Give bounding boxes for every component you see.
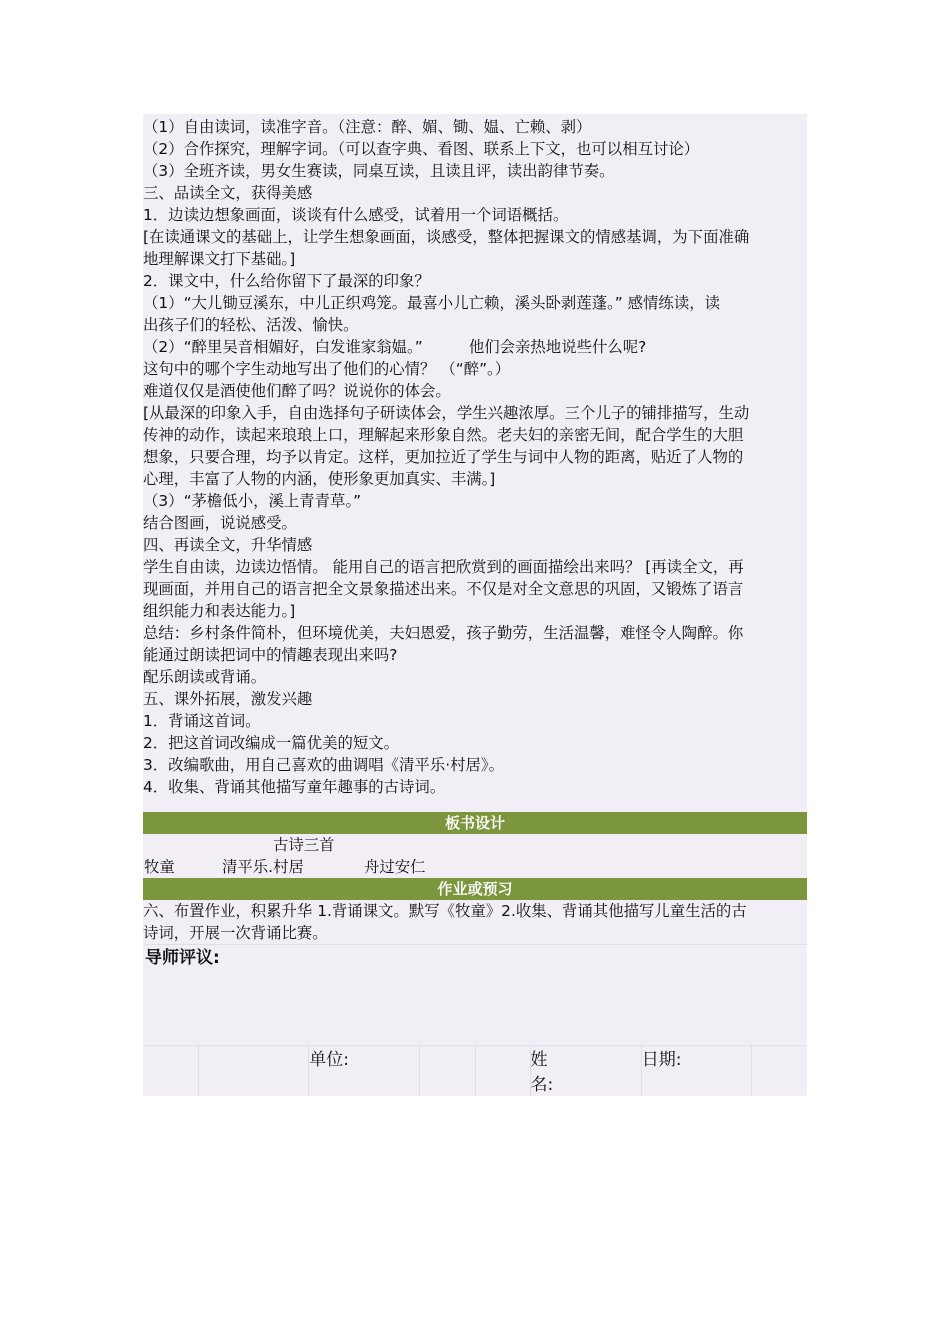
unit-cell [309,1046,420,1096]
content-line: （2）合作探究，理解字词。（可以查字典、看图、联系上下文，也可以相互讨论） [143,140,700,158]
name-cell [476,1046,554,1096]
content-line: （2）“醉里吴音相媚好，白发谁家翁媪。” 他们会亲热地说些什么呢? [143,338,647,356]
content-line: 想象，只要合理，均予以肯定。这样，更加拉近了学生与词中人物的距离，贴近了人物的 [143,448,744,466]
content-line: 2．把这首词改编成一篇优美的短文。 [143,734,400,752]
lesson-plan-sheet [143,114,807,1096]
content-line: （3）“茅檐低小，溪上青青草。” [143,492,362,510]
content-line: 配乐朗读或背诵。 [143,668,267,686]
signature-cell [752,1046,807,1096]
content-line: 1．背诵这首词。 [143,712,261,730]
board-design-header: 板书设计 [143,812,807,834]
signature-cell [199,1046,310,1096]
content-line: 心理，丰富了人物的内涵，使形象更加真实、丰满。] [143,470,496,488]
homework-line: 六、布置作业，积累升华 1.背诵课文。默写《牧童》2.收集、背诵其他描写儿童生活的古 [143,902,747,920]
content-line: （1）自由读词，读准字音。（注意：醉、媚、锄、媪、亡赖、剥） [143,118,592,136]
homework-section [143,900,807,944]
lesson-content [143,114,807,812]
content-line: 2．课文中，什么给你留下了最深的印象？ [143,272,430,290]
content-line: 3．改编歌曲，用自己喜欢的曲调唱《清平乐·村居》。 [143,756,504,774]
content-line: 总结：乡村条件简朴，但环境优美，夫妇恩爱，孩子勤劳，生活温馨，难怪令人陶醉。你 [143,624,744,642]
content-line: 出孩子们的轻松、活泼、愉快。 [143,316,359,334]
board-poem-3: 舟过安仁 [364,858,426,876]
content-line: （1）“大儿锄豆溪东，中儿正织鸡笼。最喜小儿亡赖，溪头卧剥莲蓬。” 感情练读，读 [143,294,720,312]
date-cell [642,1046,753,1096]
content-line: 五、课外拓展，激发兴趣 [143,690,313,708]
name-label-line-2: 名: [530,1075,554,1095]
content-line: 组织能力和表达能力。] [143,602,296,620]
signature-row [143,1045,807,1096]
content-line: 传神的动作，读起来琅琅上口，理解起来形象自然。老夫妇的亲密无间，配合学生的大胆 [143,426,744,444]
content-line: [在读通课文的基础上，让学生想象画面，谈感受，整体把握课文的情感基调，为下面准确 [143,228,750,246]
content-line: 现画面，并用自己的语言把全文景象描述出来。不仅是对全文意思的巩固，又锻炼了语言 [143,580,744,598]
content-line: 这句中的哪个字生动地写出了他们的心情？ （“醉”。） [143,360,511,378]
content-line: 三、品读全文，获得美感 [143,184,313,202]
unit-label: 单位: [309,1050,349,1070]
board-poem-2: 清平乐.村居 [222,858,304,876]
signature-cell [420,1046,476,1096]
board-title: 古诗三首 [273,836,335,854]
mentor-comment-box [143,944,807,1045]
content-line: 1．边读边想象画面，谈谈有什么感受，试着用一个词语概括。 [143,206,569,224]
homework-header: 作业或预习 [143,878,807,900]
name-label-line-1: 姓 [530,1050,548,1070]
content-line: 能通过朗读把词中的情趣表现出来吗? [143,646,398,664]
content-line: 结合图画，说说感受。 [143,514,297,532]
content-line: 4．收集、背诵其他描写童年趣事的古诗词。 [143,778,446,796]
content-line: 四、再读全文，升华情感 [143,536,313,554]
signature-cell [143,1046,199,1096]
content-line: 地理解课文打下基础。] [143,250,296,268]
content-line: （3）全班齐读，男女生赛读，同桌互读，且读且评，读出韵律节奏。 [143,162,615,180]
signature-cell [531,1046,642,1096]
content-line: 难道仅仅是酒使他们醉了吗？说说你的体会。 [143,382,451,400]
homework-line: 诗词，开展一次背诵比赛。 [143,924,328,942]
date-label: 日期: [641,1050,682,1070]
board-poem-1: 牧童 [144,858,175,876]
content-line: 学生自由读，边读边悟情。 能用自己的语言把欣赏到的画面描绘出来吗？ [再读全文，再 [143,558,744,576]
mentor-comment-label: 导师评议: [145,948,220,968]
board-design [143,834,807,878]
content-line: [从最深的印象入手，自由选择句子研读体会，学生兴趣浓厚。三个儿子的铺排描写，生动 [143,404,750,422]
